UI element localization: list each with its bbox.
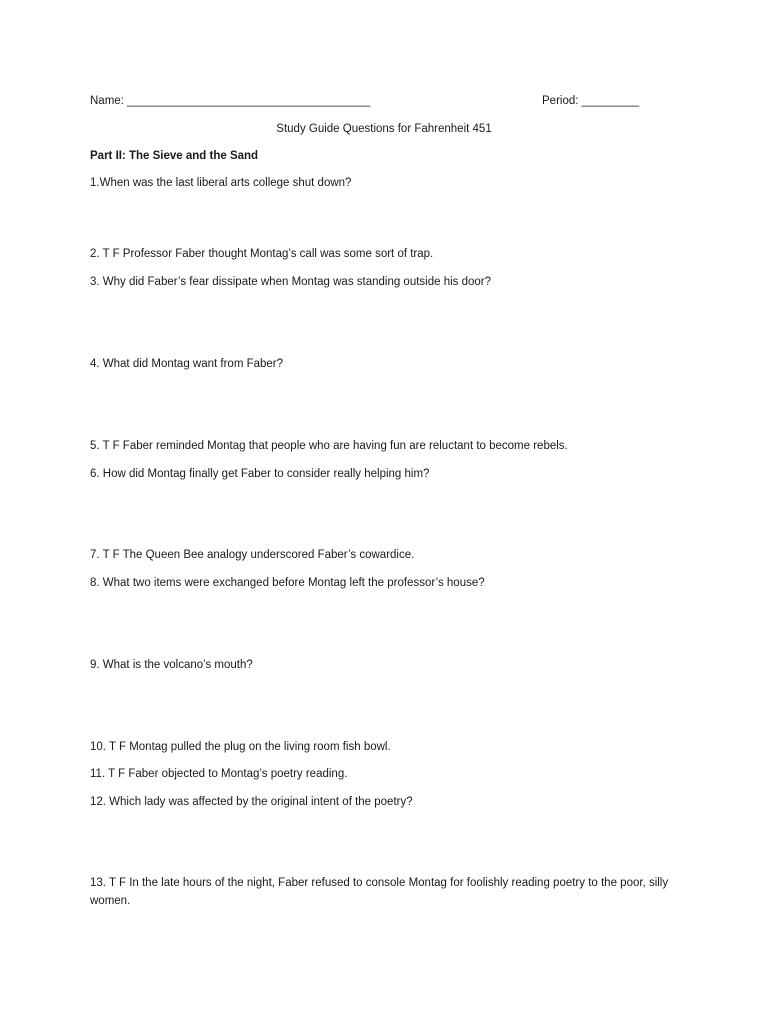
question-3: 3. Why did Faber’s fear dissipate when Montag was standing outside his door?	[90, 276, 492, 288]
name-field: Name: ______________________________________	[90, 95, 371, 107]
question-13: 13. T F In the late hours of the night, Faber refused to console Montag for foolishly reading poetry to the poor, silly women.	[90, 877, 669, 907]
question-5: 5. T F Faber reminded Montag that people who are having fun are reluctant to become rebels.	[90, 440, 568, 452]
part-heading: Part II: The Sieve and the Sand	[90, 150, 259, 162]
question-10: 10. T F Montag pulled the plug on the living room fish bowl.	[90, 741, 391, 753]
period-field: Period: _________	[542, 95, 640, 107]
question-6: 6. How did Montag finally get Faber to consider really helping him?	[90, 468, 430, 480]
question-2: 2. T F Professor Faber thought Montag’s call was some sort of trap.	[90, 248, 434, 260]
question-4: 4. What did Montag want from Faber?	[90, 358, 284, 370]
question-12: 12. Which lady was affected by the original intent of the poetry?	[90, 796, 413, 808]
question-7: 7. T F The Queen Bee analogy underscored Faber’s cowardice.	[90, 549, 415, 561]
question-1: 1.When was the last liberal arts college shut down?	[90, 177, 352, 189]
question-9: 9. What is the volcano’s mouth?	[90, 659, 253, 671]
question-11: 11. T F Faber objected to Montag’s poetry reading.	[90, 768, 348, 780]
question-8: 8. What two items were exchanged before Montag left the professor’s house?	[90, 577, 485, 589]
document-title: Study Guide Questions for Fahrenheit 451	[276, 123, 492, 135]
